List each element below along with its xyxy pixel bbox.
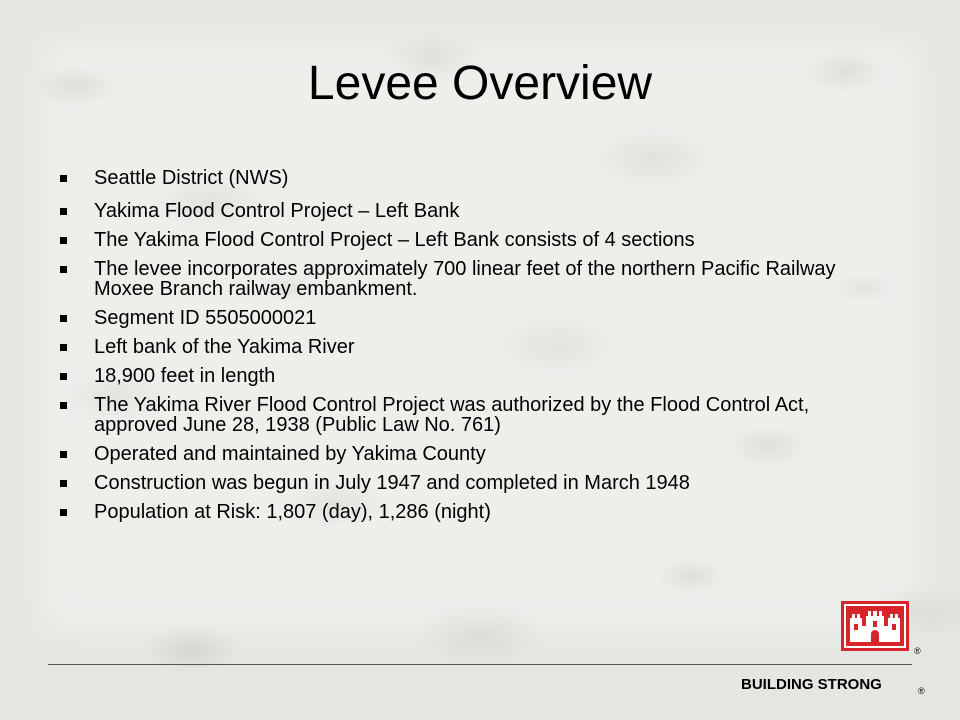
square-bullet-icon: [60, 344, 67, 351]
bullet-item: [60, 259, 860, 299]
bullet-text: Construction was begun in July 1947 and completed in March 1948: [94, 472, 690, 494]
bullet-text: Population at Risk: 1,807 (day), 1,286 (night): [94, 501, 491, 523]
bullet-item: [60, 502, 860, 522]
bullet-list: [60, 168, 860, 531]
square-bullet-icon: [60, 237, 67, 244]
bullet-text: Yakima Flood Control Project – Left Bank: [94, 200, 460, 222]
bullet-text: The Yakima Flood Control Project – Left Bank consists of 4 sections: [94, 229, 695, 251]
bullet-item: [60, 337, 860, 357]
bullet-text: Seattle District (NWS): [94, 167, 289, 189]
bullet-text: Operated and maintained by Yakima County: [94, 443, 486, 465]
slide-title: Levee Overview: [307, 57, 653, 110]
bullet-item: [60, 308, 860, 328]
square-bullet-icon: [60, 208, 67, 215]
bullet-text: Left bank of the Yakima River: [94, 336, 355, 358]
square-bullet-icon: [60, 266, 67, 273]
bullet-item: [60, 473, 860, 493]
bullet-item: [60, 366, 860, 386]
bullet-item: [60, 395, 860, 435]
bullet-text: The Yakima River Flood Control Project was authorized by the Flood Control Act, approved June 28, 1938 (Public Law No. 761): [94, 394, 810, 436]
square-bullet-icon: [60, 402, 67, 409]
bullet-item: [60, 201, 860, 221]
square-bullet-icon: [60, 480, 67, 487]
bullet-text: 18,900 feet in length: [94, 365, 276, 387]
registered-mark: ®: [918, 686, 925, 696]
square-bullet-icon: [60, 451, 67, 458]
bullet-item: [60, 168, 860, 188]
square-bullet-icon: [60, 509, 67, 516]
bullet-item: [60, 230, 860, 250]
footer-divider: [48, 664, 912, 665]
footer-tagline: BUILDING STRONG: [741, 676, 882, 693]
usace-castle-icon: [840, 600, 910, 652]
bullet-item: [60, 444, 860, 464]
bullet-text: Segment ID 5505000021: [94, 307, 317, 329]
square-bullet-icon: [60, 315, 67, 322]
square-bullet-icon: [60, 175, 67, 182]
registered-mark: ®: [914, 646, 921, 656]
square-bullet-icon: [60, 373, 67, 380]
bullet-text: The levee incorporates approximately 700 linear feet of the northern Pacific Railway Moxee Branch railway embankment.: [94, 258, 836, 300]
